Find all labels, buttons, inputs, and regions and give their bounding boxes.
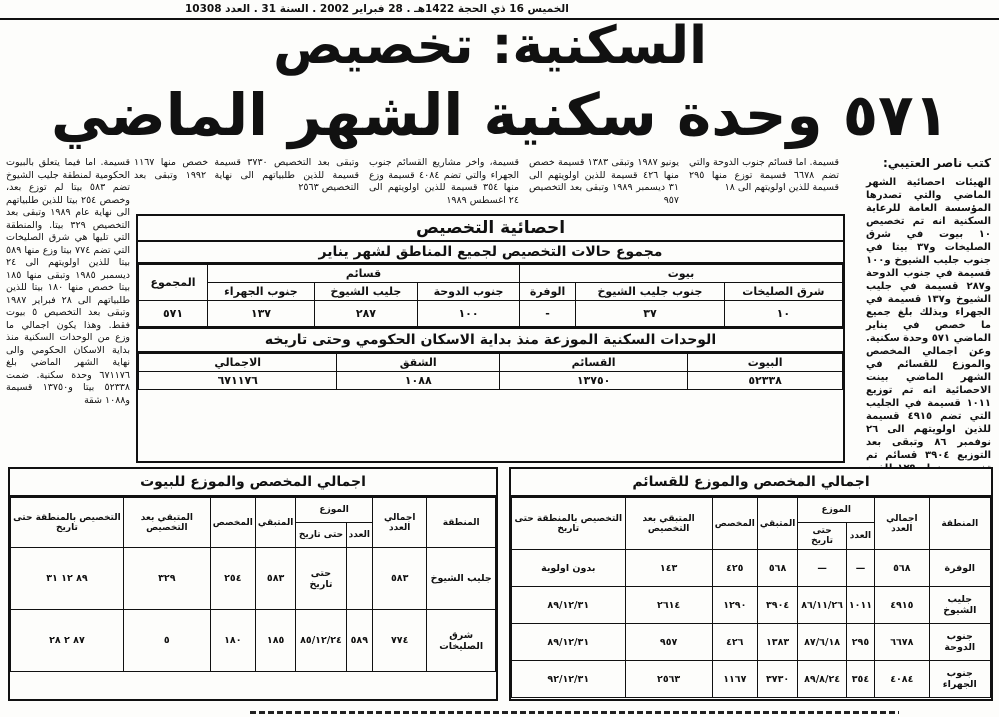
col-header-remaining-after: المتبقي بعد التخصيص [625, 498, 712, 550]
cell: ٨٧/٦/١٨ [798, 624, 847, 661]
cell: بدون اولوية [512, 550, 626, 587]
cell: ٨٩/٨/٢٤ [798, 661, 847, 698]
cell: ٥٨٩ [346, 610, 372, 672]
plots-value: ١٣٧ [208, 301, 315, 327]
cell: ٢٦١٤ [625, 587, 712, 624]
cell: ٨٧ ٢ ٢٨ [11, 610, 124, 672]
col-header-distributed: الموزع [798, 498, 875, 523]
cell: ٢٩٥ [846, 624, 874, 661]
col-header-remaining-after: المتبقي بعد التخصيص [123, 498, 210, 548]
cell-region: شرق الصليخات [427, 610, 496, 672]
allocation-stats-box [136, 214, 845, 463]
col-header-remaining: المتبقي [757, 498, 797, 550]
cell: ٥٦٨ [875, 550, 929, 587]
cell: ٨٩/١٢/٣١ [512, 624, 626, 661]
plots-table-title: اجمالي المخصص والموزع للقسائم [511, 469, 991, 497]
cell: ٤٠٨٤ [875, 661, 929, 698]
table-row [11, 548, 496, 610]
article-column-top-4: وتبقى بعد التخصيص ٣٧٣٠ قسيمة خصص منها ١١٦٧ قسيمة للذين طلبياتهم الى نهاية ١٩٩٢ وتبقى بعد التخصيص ٢٥٦٣ [134, 157, 359, 193]
cell: ٣٧٣٠ [757, 661, 797, 698]
plots-col-header: جنوب الدوحة [418, 283, 520, 301]
col-header-total: اجمالي العدد [875, 498, 929, 550]
houses-value: ٣٧ [576, 301, 725, 327]
total-header: المجموع [139, 265, 208, 301]
cell: ٨٥/١٢/٢٤ [296, 610, 346, 672]
stats-title: احصائية التخصيص [138, 216, 843, 242]
table-row [512, 661, 991, 698]
table-row [11, 610, 496, 672]
headline-line-2: ٥٧١ وحدة سكنية الشهر الماضي [51, 81, 949, 149]
cell-region: الوفرة [929, 550, 990, 587]
plots-col-header: جنوب الجهراء [208, 283, 315, 301]
cell: ٧٧٤ [373, 610, 427, 672]
plots-summary-table [511, 497, 991, 698]
article-column-left: قسيمة. اما فيما يتعلق بالبيوت الحكومية لمنطقة جليب الشيوخ تضم ٥٨٣ بيتا لم توزع بعد، وخصص ٢٥٤ بيتا للذين طلبياتهم الى نهاية عام ١٩٨٩ وتبقى بعد التخصيص ٣٢٩ بيتا. والمنطقة التي تليها هي شرق الصليخات التي تضم ٧٧٤ بيتا وزع منها ٥٨٩ بيتا للذين اولويتهم الى ٢٤ ديسمبر ١٩٨٥ وتبقى منها ١٨٥ بيتا خصص منها ١٨٠ بيتا للذين طلبياتهم الى ٢٨ فبراير ١٩٨٧ وتبقى بعد التخصيص ٥ بيوت فقط. وهذا يكون اجمالي ما وزع من الوحدات السكنية منذ بداية الاسكان الحكومي والى نهاية الشهر الماضي بلغ ٦٧١١٧٦ وحدة سكنية. ضمت ٥٢٣٣٨ بيتا و١٣٧٥٠ قسيمة و١٠٨٨ شقة [6, 157, 131, 406]
col-header-count: العدد [346, 523, 372, 548]
cell: ٨٩/١٢/٣١ [512, 587, 626, 624]
dist-header: القسائم [499, 354, 687, 372]
cell: ١٨٠ [210, 610, 255, 672]
cell: ١٤٣ [625, 550, 712, 587]
cell: ٣٢٩ [123, 548, 210, 610]
col-header-until-date: حتى تاريخ [296, 523, 346, 548]
cell: — [798, 550, 847, 587]
dist-value: ١٣٧٥٠ [499, 372, 687, 390]
dist-header: البيوت [688, 354, 843, 372]
houses-value: - [520, 301, 576, 327]
stats-subtitle-2: الوحدات السكنية الموزعة منذ بداية الاسكان الحكومي وحتى تاريخه [138, 327, 843, 353]
col-header-until-date: حتى تاريخ [798, 523, 847, 550]
cell: — [846, 550, 874, 587]
january-allocation-table [138, 264, 843, 327]
cell: ١٣٨٣ [757, 624, 797, 661]
dist-header: الاجمالي [139, 354, 337, 372]
cell: ٩٢/١٢/٣١ [512, 661, 626, 698]
cell: ٦٦٧٨ [875, 624, 929, 661]
cell-region: جليب الشيوخ [427, 548, 496, 610]
houses-summary-table [10, 497, 496, 672]
cumulative-distribution-table [138, 353, 843, 390]
plots-value: ١٠٠ [418, 301, 520, 327]
article-column-right: الهيئات احصائية الشهر الماضي والتي تصدرها المؤسسة العامة للرعاية السكنية انه تم تخصيص ١٠ بيوت في شرق الصليخات و٣٧ بيتا في جنوب جليب الشيوخ و١٠٠ قسيمة في جنوب الدوحة و٢٨٧ قسيمة في جليب الشيوخ و١٣٧ قسيمة في الجهراء وبذلك بلغ جميع ما خصص في يناير الماضي ٥٧١ وحدة سكنية. وعن اجمالي المخصص والموزع للقسائم في الشهر الماضي بينت الاحصائية انه تم توزيع ١٠١١ قسيمة في الجليب التي تضم ٤٩١٥ قسيمة للذين اولويتهم الى ٢٦ نوفمبر ٨٦ وتبقى بعد التوزيع ٣٩٠٤ قسائم تم [866, 177, 992, 461]
plots-value: ٢٨٧ [314, 301, 417, 327]
dist-value: ٦٧١١٧٦ [139, 372, 337, 390]
cell-region: جليب الشيوخ [929, 587, 990, 624]
table-row [512, 624, 991, 661]
houses-col-header: شرق الصليخات [724, 283, 842, 301]
cell: ٥٦٨ [757, 550, 797, 587]
dist-value: ٥٢٣٣٨ [688, 372, 843, 390]
cell: ٢٥٤ [210, 548, 255, 610]
plots-group-header: قسائم [208, 265, 520, 283]
cell [346, 548, 372, 610]
next-article-strip [0, 703, 999, 717]
table-row [512, 550, 991, 587]
cell: ٨٦/١١/٢٦ [798, 587, 847, 624]
houses-value: ١٠ [724, 301, 842, 327]
dist-header: الشقق [337, 354, 500, 372]
cell: ١٢٩٠ [712, 587, 757, 624]
col-header-allocation-until: التخصيص بالمنطقة حتى تاريخ [11, 498, 124, 548]
cell: ٥٨٣ [373, 548, 427, 610]
cell: حتى تاريخ [296, 548, 346, 610]
cut-off-text-line [250, 711, 899, 714]
cell: ٤٩١٥ [875, 587, 929, 624]
cell: ٩٥٧ [625, 624, 712, 661]
cell: ١١٦٧ [712, 661, 757, 698]
col-header-count: العدد [846, 523, 874, 550]
cell-region: جنوب الدوحة [929, 624, 990, 661]
cell: ٣٥٤ [846, 661, 874, 698]
cell: ٥٨٣ [255, 548, 295, 610]
dist-value: ١٠٨٨ [337, 372, 500, 390]
article-column-top-2: يونيو ١٩٨٧ وتبقى ١٣٨٣ قسيمة خصص منها ٤٢٦ قسيمة للذين اولويتهم الى ٣١ ديسمبر ١٩٨٩ وتبقى بعد التخصيص ٩٥٧ [529, 157, 679, 206]
cell: ٤٢٥ [712, 550, 757, 587]
cell: ١٨٥ [255, 610, 295, 672]
table-row [512, 587, 991, 624]
byline: كتب ناصر العتيبي: [882, 156, 991, 170]
col-header-remaining: المتبقي [255, 498, 295, 548]
houses-group-header: بيوت [520, 265, 843, 283]
plots-summary-box [509, 467, 993, 701]
houses-col-header: الوفرة [520, 283, 576, 301]
cell: ٨٩ ١٢ ٣١ [11, 548, 124, 610]
col-header-distributed: الموزع [296, 498, 373, 523]
col-header-allocated: المخصص [210, 498, 255, 548]
col-header-allocation-until: التخصيص بالمنطقة حتى تاريخ [512, 498, 626, 550]
houses-table-title: اجمالي المخصص والموزع للبيوت [10, 469, 496, 497]
article-column-top-1: قسيمة. اما قسائم جنوب الدوحة والتي تضم ٦٦٧٨ قسيمة توزع منها ٢٩٥ قسيمة للذين اولويتهم الى ١٨ [689, 157, 839, 193]
col-header-total: اجمالي العدد [373, 498, 427, 548]
cell-region: جنوب الجهراء [929, 661, 990, 698]
cell: ٢٥٦٣ [625, 661, 712, 698]
plots-col-header: جليب الشيوخ [314, 283, 417, 301]
article-column-top-3: قسيمة، واخر مشاريع القسائم جنوب الجهراء والتي تضم ٤٠٨٤ قسيمة وزع منها ٣٥٤ قسيمة للذين اولويتهم الى ٢٤ اغسطس ١٩٨٩ [369, 157, 519, 206]
headline-line-1: السكنية: تخصيص [273, 16, 707, 76]
cell: ١٠١١ [846, 587, 874, 624]
houses-col-header: جنوب جليب الشيوخ [576, 283, 725, 301]
stats-subtitle: مجموع حالات التخصيص لجميع المناطق لشهر يناير [138, 242, 843, 264]
dateline-text: الخميس 16 ذي الحجة 1422هـ . 28 فبراير 2002 . السنة 31 . العدد 10308 [185, 3, 569, 15]
cell: ٤٢٦ [712, 624, 757, 661]
houses-summary-box [8, 467, 498, 701]
col-header-region: المنطقة [427, 498, 496, 548]
col-header-allocated: المخصص [712, 498, 757, 550]
cell: ٣٩٠٤ [757, 587, 797, 624]
cell: ٥ [123, 610, 210, 672]
col-header-region: المنطقة [929, 498, 990, 550]
total-value: ٥٧١ [139, 301, 208, 327]
